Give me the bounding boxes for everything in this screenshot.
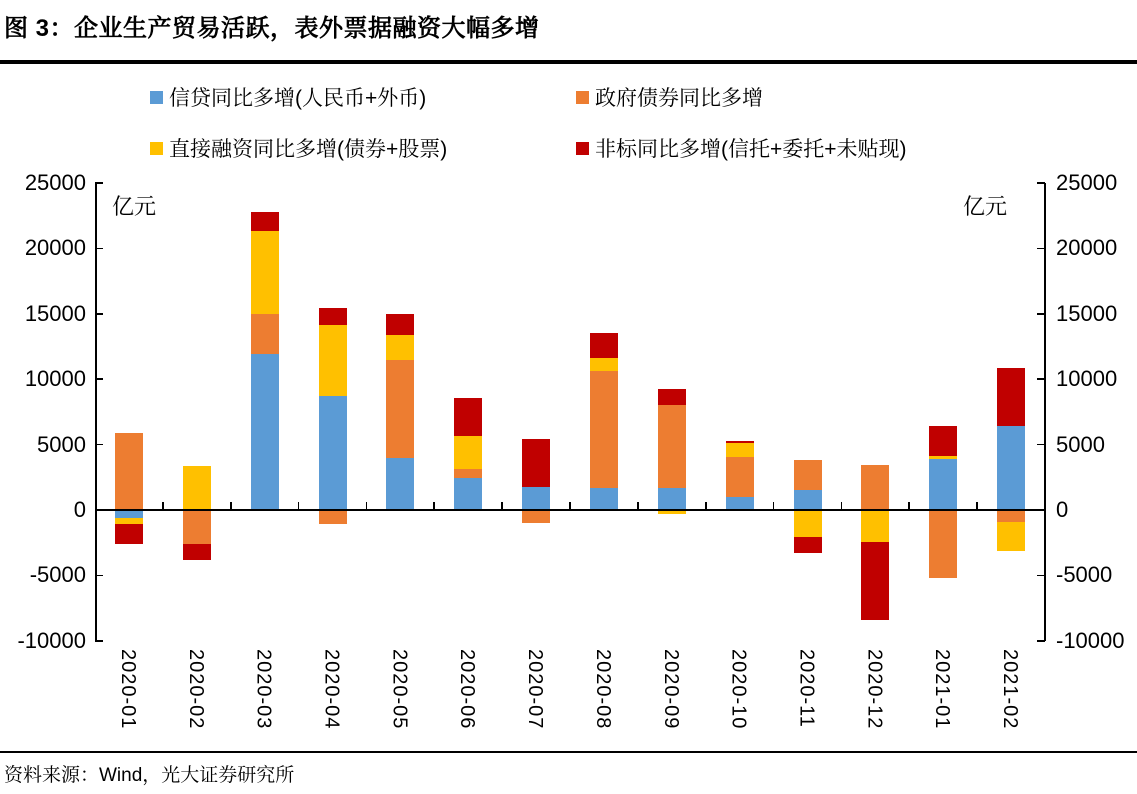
bar-segment[interactable] — [590, 371, 618, 487]
bar-segment[interactable] — [115, 524, 143, 544]
bar-segment[interactable] — [454, 478, 482, 510]
y-axis-label-right: 10000 — [1056, 366, 1118, 392]
legend-item-non-standard — [576, 135, 907, 161]
y-tick-right — [1037, 575, 1045, 577]
bar-segment[interactable] — [997, 426, 1025, 510]
x-axis-label: 2021-02 — [999, 649, 1022, 730]
bar-segment[interactable] — [183, 510, 211, 544]
bar-segment[interactable] — [726, 441, 754, 443]
title-divider — [0, 60, 1137, 64]
bar-segment[interactable] — [590, 358, 618, 372]
unit-label-right: 亿元 — [963, 194, 1008, 219]
y-tick-left — [95, 640, 103, 642]
bar-segment[interactable] — [794, 460, 822, 489]
x-axis-label: 2020-06 — [456, 649, 479, 730]
legend-swatch-non-standard-icon — [576, 142, 589, 155]
bar-segment[interactable] — [251, 212, 279, 231]
x-axis-label: 2020-08 — [591, 649, 614, 730]
zero-axis-line — [95, 509, 1045, 512]
legend-label-direct-financing: 直接融资同比多增(债券+股票) — [169, 138, 448, 161]
x-axis-label: 2021-01 — [931, 649, 954, 730]
bar-segment[interactable] — [386, 335, 414, 360]
bar-segment[interactable] — [658, 389, 686, 405]
x-axis-label: 2020-01 — [116, 649, 139, 730]
legend-item-credit — [150, 84, 426, 110]
y-axis-label-right: 25000 — [1056, 170, 1118, 195]
y-tick-left — [95, 378, 103, 380]
y-tick-right — [1037, 248, 1045, 250]
x-axis-label: 2020-02 — [184, 649, 207, 730]
y-axis-label-left: 0 — [73, 497, 86, 522]
y-axis-label-left: 25000 — [24, 170, 86, 195]
bar-segment[interactable] — [319, 308, 347, 325]
y-tick-left — [95, 248, 103, 250]
bar-segment[interactable] — [386, 458, 414, 510]
y-axis-label-right: 20000 — [1056, 235, 1118, 261]
bar-segment[interactable] — [929, 456, 957, 459]
bar-segment[interactable] — [726, 443, 754, 457]
unit-label-left: 亿元 — [112, 194, 157, 219]
y-axis-left — [95, 183, 97, 641]
legend-label-credit: 信贷同比多增(人民币+外币) — [169, 87, 427, 110]
y-axis-label-right: 15000 — [1056, 300, 1118, 326]
bar-segment[interactable] — [861, 465, 889, 510]
source-note: 资料来源：Wind，光大证券研究所 — [4, 765, 295, 786]
bar-segment[interactable] — [997, 368, 1025, 426]
bar-segment[interactable] — [115, 433, 143, 510]
bar-segment[interactable] — [590, 333, 618, 358]
bar-segment[interactable] — [454, 398, 482, 436]
bar-segment[interactable] — [929, 510, 957, 578]
bar-segment[interactable] — [861, 510, 889, 542]
bar-segment[interactable] — [794, 490, 822, 510]
y-tick-right — [1037, 378, 1045, 380]
y-axis-label-left: -10000 — [17, 627, 86, 653]
bar-segment[interactable] — [997, 510, 1025, 522]
y-tick-right — [1037, 444, 1045, 446]
bar-segment[interactable] — [794, 537, 822, 553]
bar-segment[interactable] — [319, 325, 347, 396]
legend-item-gov-bond — [576, 84, 763, 110]
y-axis-label-left: 15000 — [24, 300, 86, 326]
y-tick-right — [1037, 313, 1045, 315]
y-axis-label-right: 5000 — [1056, 431, 1105, 457]
chart-title: 图 3：企业生产贸易活跃，表外票据融资大幅多增 — [4, 15, 540, 42]
bar-segment[interactable] — [794, 510, 822, 537]
legend-swatch-credit-icon — [150, 91, 163, 104]
legend-swatch-direct-financing-icon — [150, 142, 163, 155]
y-axis-label-right: -5000 — [1056, 562, 1113, 588]
bar-segment[interactable] — [183, 466, 211, 510]
y-tick-right — [1037, 640, 1045, 642]
x-axis-label: 2020-11 — [795, 649, 818, 728]
bar-segment[interactable] — [658, 488, 686, 510]
y-tick-right — [1037, 182, 1045, 184]
y-axis-label-right: 0 — [1056, 497, 1069, 522]
bar-segment[interactable] — [251, 354, 279, 510]
bar-segment[interactable] — [590, 488, 618, 510]
y-axis-label-left: 20000 — [24, 235, 86, 261]
bar-segment[interactable] — [929, 459, 957, 510]
y-axis-label-left: 10000 — [24, 366, 86, 392]
y-axis-right — [1044, 183, 1046, 641]
y-tick-left — [95, 313, 103, 315]
legend-label-non-standard: 非标同比多增(信托+委托+未贴现) — [595, 138, 907, 161]
x-axis-label: 2020-12 — [863, 649, 886, 730]
bar-segment[interactable] — [319, 510, 347, 524]
x-axis-label: 2020-04 — [320, 649, 343, 730]
x-axis-label: 2020-07 — [524, 649, 547, 730]
footer-divider — [0, 751, 1137, 753]
legend-label-gov-bond: 政府债券同比多增 — [595, 87, 763, 110]
bar-segment[interactable] — [454, 436, 482, 469]
x-axis-label: 2020-05 — [388, 649, 411, 730]
x-axis-label: 2020-09 — [659, 649, 682, 730]
y-axis-label-left: -5000 — [29, 562, 86, 588]
bar-segment[interactable] — [997, 522, 1025, 551]
bar-segment[interactable] — [386, 314, 414, 336]
legend-item-direct-financing — [150, 135, 447, 161]
y-tick-left — [95, 182, 103, 184]
legend-swatch-gov-bond-icon — [576, 91, 589, 104]
bar-segment[interactable] — [183, 544, 211, 560]
bar-segment[interactable] — [454, 469, 482, 478]
bar-segment[interactable] — [522, 510, 550, 523]
bar-segment[interactable] — [726, 457, 754, 497]
y-tick-left — [95, 444, 103, 446]
bar-segment[interactable] — [861, 542, 889, 620]
y-axis-label-right: -10000 — [1056, 627, 1125, 653]
bar-segment[interactable] — [658, 405, 686, 487]
bar-segment[interactable] — [929, 426, 957, 456]
bar-segment[interactable] — [251, 231, 279, 314]
bar-segment[interactable] — [251, 314, 279, 354]
bar-segment[interactable] — [319, 396, 347, 510]
y-axis-label-left: 5000 — [37, 431, 86, 457]
x-axis-label: 2020-10 — [727, 649, 750, 730]
x-axis-label: 2020-03 — [252, 649, 275, 730]
bar-segment[interactable] — [522, 439, 550, 487]
bar-segment[interactable] — [522, 487, 550, 510]
y-tick-left — [95, 575, 103, 577]
bar-segment[interactable] — [386, 360, 414, 457]
